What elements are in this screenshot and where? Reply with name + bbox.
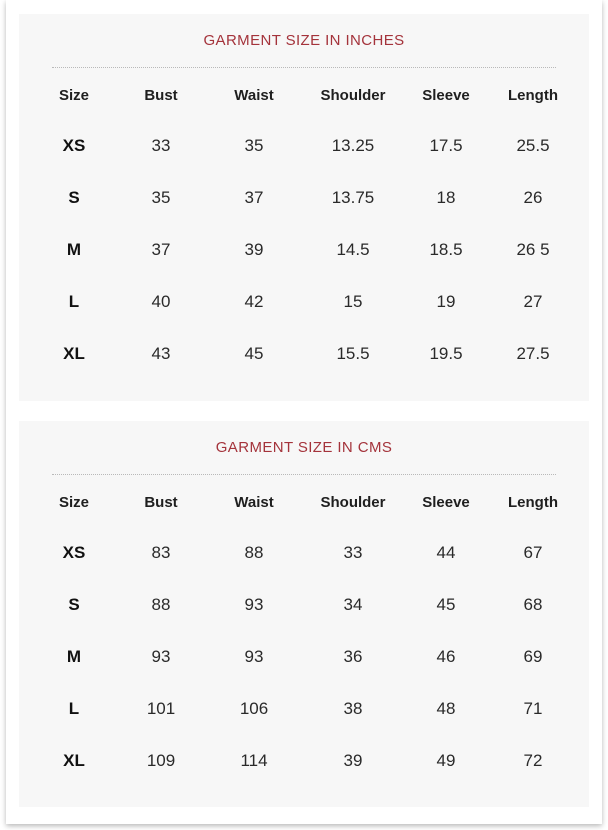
shoulder-cell: 15 — [343, 292, 363, 311]
length-cell: 67 — [523, 543, 543, 562]
length-cell: 26 5 — [516, 240, 550, 259]
cms-table-title: GARMENT SIZE IN CMS — [215, 439, 393, 456]
cms-header-row — [19, 491, 589, 515]
length-cell: 27.5 — [516, 344, 550, 363]
bust-cell: 37 — [151, 240, 171, 259]
table-row — [19, 697, 589, 721]
size-cell: XS — [62, 136, 86, 155]
bust-cell: 101 — [146, 699, 176, 718]
size-cell: M — [66, 647, 82, 666]
table-row — [19, 645, 589, 669]
length-cell: 25.5 — [516, 136, 550, 155]
sleeve-cell: 44 — [436, 543, 456, 562]
shoulder-cell: 33 — [343, 543, 363, 562]
shoulder-cell: 13.25 — [331, 136, 375, 155]
sleeve-cell: 18 — [436, 188, 456, 207]
sleeve-cell: 19.5 — [429, 344, 463, 363]
header-cell: Bust — [144, 494, 178, 511]
header-cell: Length — [508, 494, 558, 511]
length-cell: 68 — [523, 595, 543, 614]
shoulder-cell: 36 — [343, 647, 363, 666]
bust-cell: 109 — [146, 751, 176, 770]
size-cell: S — [68, 188, 80, 207]
sleeve-cell: 49 — [436, 751, 456, 770]
size-cell: L — [68, 292, 80, 311]
table-row — [19, 541, 589, 565]
length-cell: 26 — [523, 188, 543, 207]
length-cell: 27 — [523, 292, 543, 311]
waist-cell: 93 — [244, 595, 264, 614]
shoulder-cell: 34 — [343, 595, 363, 614]
inches-header-row — [19, 84, 589, 108]
header-cell: Sleeve — [422, 87, 470, 104]
sleeve-cell: 45 — [436, 595, 456, 614]
size-chart-sheet — [6, 0, 602, 824]
table-row — [19, 238, 589, 262]
size-cell: L — [68, 699, 80, 718]
header-cell: Shoulder — [320, 494, 386, 511]
sleeve-cell: 46 — [436, 647, 456, 666]
table-row — [19, 593, 589, 617]
shoulder-cell: 15.5 — [336, 344, 370, 363]
inches-table-title: GARMENT SIZE IN INCHES — [203, 32, 405, 49]
cms-title-divider — [52, 474, 556, 475]
table-row — [19, 749, 589, 773]
inches-title-divider — [52, 67, 556, 68]
size-cell: XL — [63, 344, 85, 363]
cms-size-table — [19, 421, 589, 807]
header-cell: Shoulder — [320, 87, 386, 104]
waist-cell: 37 — [244, 188, 264, 207]
length-cell: 69 — [523, 647, 543, 666]
shoulder-cell: 38 — [343, 699, 363, 718]
length-cell: 72 — [523, 751, 543, 770]
header-cell: Bust — [144, 87, 178, 104]
table-row — [19, 186, 589, 210]
waist-cell: 88 — [244, 543, 264, 562]
waist-cell: 35 — [244, 136, 264, 155]
header-cell: Size — [58, 494, 89, 511]
shoulder-cell: 14.5 — [336, 240, 370, 259]
header-cell: Waist — [234, 494, 274, 511]
header-cell: Size — [58, 87, 89, 104]
sleeve-cell: 17.5 — [429, 136, 463, 155]
shoulder-cell: 13.75 — [331, 188, 375, 207]
sleeve-cell: 48 — [436, 699, 456, 718]
bust-cell: 35 — [151, 188, 171, 207]
table-row — [19, 134, 589, 158]
sleeve-cell: 19 — [436, 292, 456, 311]
length-cell: 71 — [523, 699, 543, 718]
bust-cell: 88 — [151, 595, 171, 614]
waist-cell: 106 — [239, 699, 269, 718]
table-row — [19, 290, 589, 314]
header-cell: Length — [508, 87, 558, 104]
bust-cell: 43 — [151, 344, 171, 363]
waist-cell: 45 — [244, 344, 264, 363]
waist-cell: 93 — [244, 647, 264, 666]
shoulder-cell: 39 — [343, 751, 363, 770]
size-cell: XL — [63, 751, 85, 770]
table-row — [19, 342, 589, 366]
inches-size-table — [19, 14, 589, 401]
waist-cell: 39 — [244, 240, 264, 259]
header-cell: Sleeve — [422, 494, 470, 511]
size-cell: S — [68, 595, 80, 614]
waist-cell: 42 — [244, 292, 264, 311]
bust-cell: 93 — [151, 647, 171, 666]
bust-cell: 83 — [151, 543, 171, 562]
bust-cell: 40 — [151, 292, 171, 311]
size-cell: M — [66, 240, 82, 259]
sleeve-cell: 18.5 — [429, 240, 463, 259]
header-cell: Waist — [234, 87, 274, 104]
bust-cell: 33 — [151, 136, 171, 155]
size-cell: XS — [62, 543, 86, 562]
waist-cell: 114 — [240, 751, 268, 770]
